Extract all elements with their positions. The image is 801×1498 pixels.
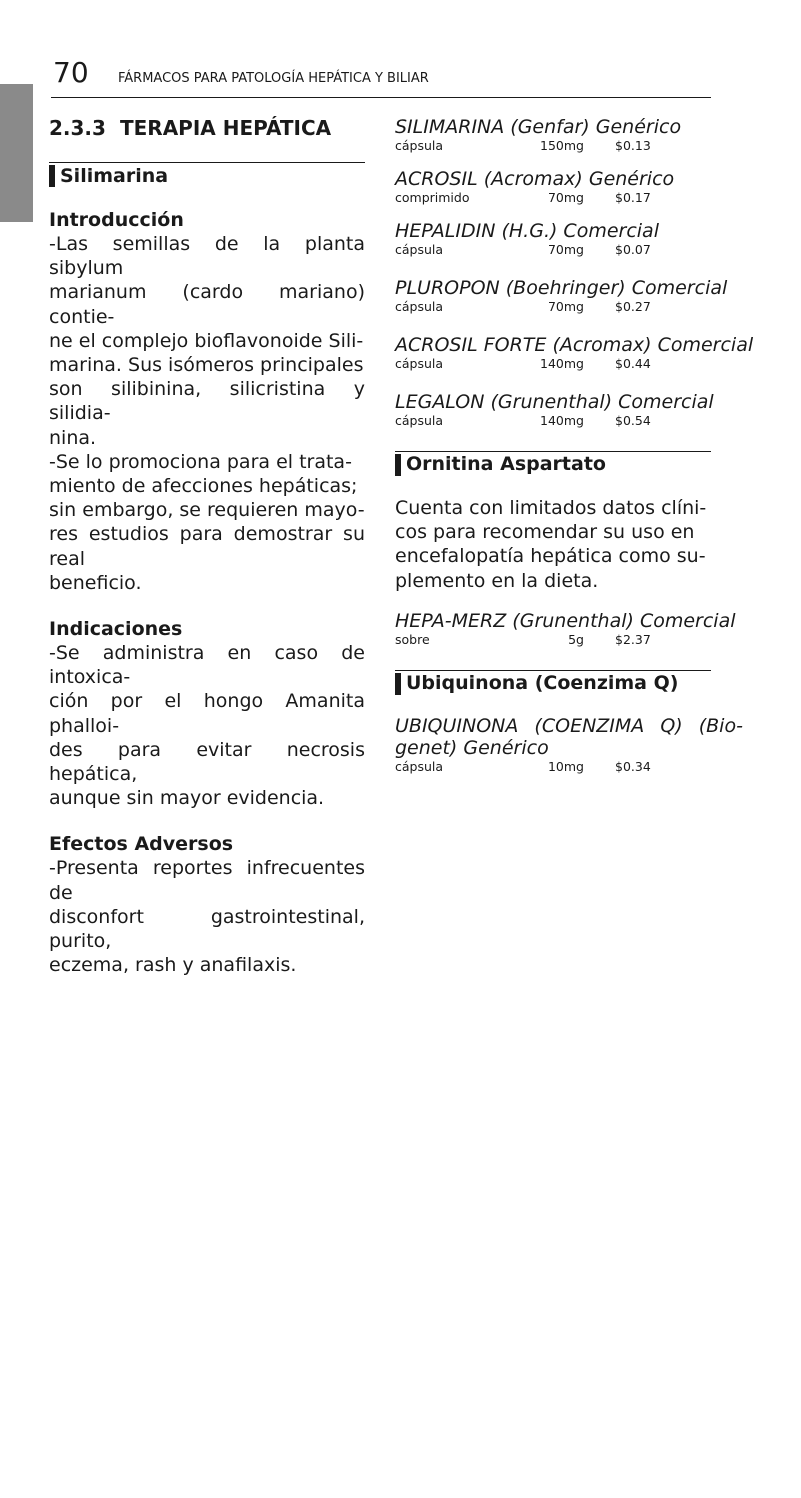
product-form: sobre	[395, 631, 430, 647]
product-price: $2.37	[615, 631, 651, 647]
intro-paragraph-2	[49, 450, 365, 595]
text-line: Cuenta con limitados datos clíni-	[395, 497, 707, 519]
product-details	[395, 413, 711, 431]
chapter-tab	[0, 84, 33, 222]
indications-title: Indicaciones	[49, 618, 183, 641]
product-form: cápsula	[395, 413, 444, 428]
drug-heading-ornitina	[395, 451, 711, 476]
product-name: HEPA-MERZ (Grunenthal) Comercial	[395, 609, 736, 632]
product-name: ACROSIL (Acromax) Genérico	[395, 168, 675, 190]
running-title: FÁRMACOS PARA PATOLOGÍA HEPÁTICA Y BILIAR	[118, 71, 429, 86]
product-dose: 150mg	[540, 138, 584, 153]
product-dose: 10mg	[547, 758, 584, 774]
text-line: -Las semillas de la planta sibylum	[49, 233, 365, 280]
header-rule	[51, 97, 711, 98]
left-column	[49, 116, 365, 977]
product-name: ACROSIL FORTE (Acromax) Comercial	[395, 334, 754, 356]
text-line: plemento en la dieta.	[395, 569, 599, 592]
indications-paragraph	[49, 641, 365, 810]
product-entry	[395, 168, 711, 208]
text-line: cos para recomendar su uso en	[395, 521, 695, 544]
text-line: ción por el hongo Amanita phalloi-	[49, 690, 365, 737]
product-dose: 140mg	[540, 356, 584, 371]
product-details	[395, 299, 711, 317]
adverse-effects-title: Efectos Adversos	[49, 833, 234, 856]
heading-bar	[395, 454, 401, 476]
drug-heading-label: Ornitina Aspartato	[406, 453, 606, 475]
product-form: cápsula	[395, 138, 444, 153]
product-form: comprimido	[395, 190, 470, 205]
product-dose: 140mg	[540, 413, 584, 428]
text-line: res estudios para demostrar su real	[49, 523, 365, 570]
section-number: 2.3.3	[49, 116, 106, 140]
product-details	[395, 356, 711, 374]
drug-heading-ubiquinona	[395, 670, 711, 695]
heading-bar	[49, 165, 55, 187]
text-line: beneficio.	[49, 571, 142, 594]
product-price: $0.27	[615, 299, 651, 314]
product-name-text: UBIQUINONA (COENZIMA Q) (Bio-	[395, 714, 743, 737]
product-name: SILIMARINA (Genfar) Genérico	[395, 116, 682, 138]
drug-heading-silimarina	[49, 162, 365, 188]
right-column	[395, 116, 754, 777]
product-dose: 70mg	[547, 242, 584, 257]
product-price: $0.34	[615, 758, 651, 774]
product-details	[395, 632, 711, 650]
intro-title: Introducción	[49, 209, 184, 231]
intro-paragraph-1	[49, 232, 365, 450]
product-form: cápsula	[395, 356, 444, 371]
product-form: cápsula	[395, 299, 444, 314]
text-line: aunque sin mayor evidencia.	[49, 787, 325, 810]
product-entry	[395, 714, 743, 777]
text-line: encefalopatía hepática como su-	[395, 545, 706, 568]
product-dose: 5g	[568, 631, 584, 647]
product-details	[395, 190, 711, 208]
product-entry	[395, 277, 728, 317]
product-name-line-2: genet) Genérico	[395, 736, 549, 759]
product-dose: 70mg	[547, 299, 584, 314]
adverse-effects-paragraph	[49, 856, 365, 977]
product-details	[395, 242, 711, 260]
text-line: nina.	[49, 426, 97, 449]
section-name: TERAPIA HEPÁTICA	[120, 116, 332, 140]
product-price: $0.17	[615, 190, 651, 205]
page-number: 70	[53, 56, 89, 89]
text-line: marianum (cardo mariano) contie-	[49, 281, 365, 328]
product-entry	[395, 391, 714, 431]
section-title	[49, 116, 365, 140]
text-line: des para evitar necrosis hepática,	[49, 738, 365, 786]
text-line: -Presenta reportes infrecuentes de	[49, 857, 365, 904]
product-dose: 70mg	[547, 190, 584, 205]
text-line: son silibinina, silicristina y silidia-	[49, 378, 365, 425]
product-form: cápsula	[395, 242, 444, 257]
text-line: sin embargo, se requieren mayo-	[49, 499, 365, 522]
product-price: $0.44	[615, 356, 651, 371]
product-form: cápsula	[395, 758, 444, 774]
text-line: marina. Sus isómeros principales	[49, 354, 364, 377]
text-line: disconfort gastrointestinal, purito,	[49, 905, 365, 953]
ornitina-paragraph	[395, 496, 711, 593]
text-line: miento de afecciones hepáticas;	[49, 475, 358, 498]
product-price: $0.07	[615, 242, 651, 257]
product-details	[395, 759, 711, 777]
product-entry	[395, 220, 711, 260]
product-price: $0.13	[615, 138, 651, 153]
product-name: HEPALIDIN (H.G.) Comercial	[395, 220, 659, 242]
text-line: -Se administra en caso de intoxica-	[49, 642, 365, 689]
text-line: -Se lo promociona para el trata-	[49, 450, 352, 473]
text-line: ne el complejo bioflavonoide Sili-	[49, 329, 364, 352]
product-entry	[395, 116, 711, 156]
product-price: $0.54	[615, 413, 651, 428]
drug-heading-label: Silimarina	[60, 165, 169, 187]
drug-heading-label: Ubiquinona (Coenzima Q)	[406, 671, 679, 694]
product-details	[395, 138, 711, 156]
heading-bar	[395, 673, 401, 695]
product-name: PLUROPON (Boehringer) Comercial	[395, 277, 728, 299]
product-name-line-1	[395, 714, 743, 737]
text-line: eczema, rash y anafilaxis.	[49, 954, 297, 977]
product-entry	[395, 334, 754, 374]
product-entry	[395, 609, 736, 650]
product-name: LEGALON (Grunenthal) Comercial	[395, 391, 714, 413]
